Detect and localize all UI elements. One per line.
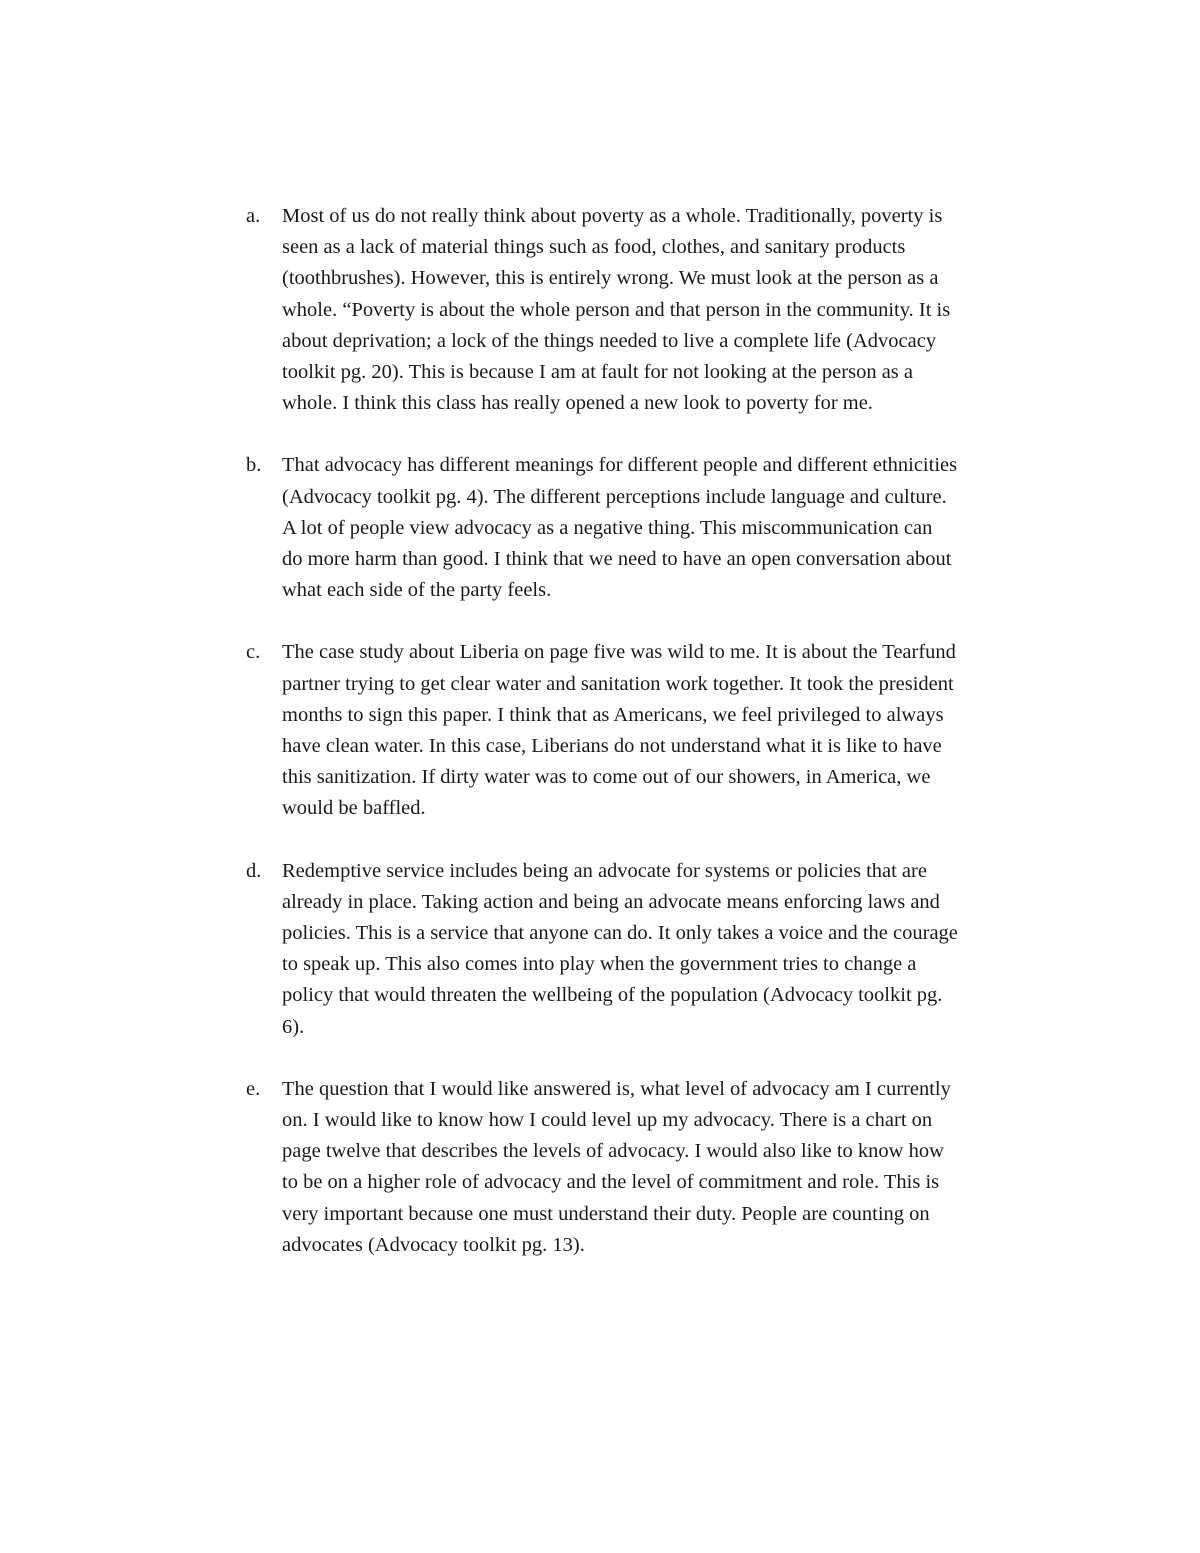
answer-list [246,201,1076,1292]
text-line: seen as a lack of material things such as food, clothes, and sanitary products [282,236,906,259]
text-line: (toothbrushes). However, this is entirely wrong. We must look at the person as a [282,267,939,290]
list-item-b [246,450,1076,606]
text-line: policies. This is a service that anyone can do. It only takes a voice and the courage [282,922,958,945]
list-marker: d. [246,859,262,882]
text-line: Redemptive service includes being an advocate for systems or policies that are [282,859,927,882]
text-line: do more harm than good. I think that we need to have an open conversation about [282,548,952,571]
text-line: The case study about Liberia on page five was wild to me. It is about the Tearfund [282,641,956,664]
text-line: page twelve that describes the levels of advocacy. I would also like to know how [282,1140,944,1163]
text-line: have clean water. In this case, Liberians do not understand what it is like to have [282,735,942,758]
list-item-e [246,1074,1076,1261]
list-marker: c. [246,641,261,664]
text-line: about deprivation; a lock of the things needed to live a complete life (Advocacy [282,329,937,352]
text-line: advocates (Advocacy toolkit pg. 13). [282,1233,585,1256]
text-line: A lot of people view advocacy as a negative thing. This miscommunication can [282,516,933,539]
text-line: already in place. Taking action and being an advocate means enforcing laws and [282,890,940,913]
text-line: would be baffled. [282,797,426,820]
list-marker: a. [246,205,261,227]
text-line: this sanitization. If dirty water was to come out of our showers, in America, we [282,766,931,789]
text-line: very important because one must understand their duty. People are counting on [282,1202,930,1225]
text-line: whole. “Poverty is about the whole person and that person in the community. It is [282,298,951,321]
list-item-a [246,201,1076,419]
text-line: months to sign this paper. I think that as Americans, we feel privileged to always [282,703,944,726]
list-item-text [282,856,1076,1043]
list-item-text [282,1074,1076,1261]
text-line: to be on a higher role of advocacy and the level of commitment and role. This is [282,1171,940,1194]
text-line: toolkit pg. 20). This is because I am at fault for not looking at the person as a [282,361,913,384]
text-line: policy that would threaten the wellbeing of the population (Advocacy toolkit pg. [282,984,943,1007]
text-line: on. I would like to know how I could level up my advocacy. There is a chart on [282,1109,933,1132]
text-line: 6). [282,1015,305,1038]
list-item-d [246,856,1076,1043]
text-line: (Advocacy toolkit pg. 4). The different perceptions include language and culture. [282,485,947,508]
list-marker: e. [246,1077,261,1100]
list-marker: b. [246,454,262,477]
text-line: what each side of the party feels. [282,579,552,602]
text-line: to speak up. This also comes into play when the government tries to change a [282,953,917,976]
list-item-text [282,450,1076,606]
text-line: partner trying to get clear water and sanitation work together. It took the president [282,672,954,695]
text-line: The question that I would like answered is, what level of advocacy am I currently [282,1077,951,1100]
list-item-text [282,201,1076,419]
list-item-text [282,637,1076,824]
text-line: whole. I think this class has really opened a new look to poverty for me. [282,392,873,415]
list-item-c [246,637,1076,824]
text-line: Most of us do not really think about poverty as a whole. Traditionally, poverty is [282,205,943,227]
text-line: That advocacy has different meanings for different people and different ethnicities [282,454,958,477]
